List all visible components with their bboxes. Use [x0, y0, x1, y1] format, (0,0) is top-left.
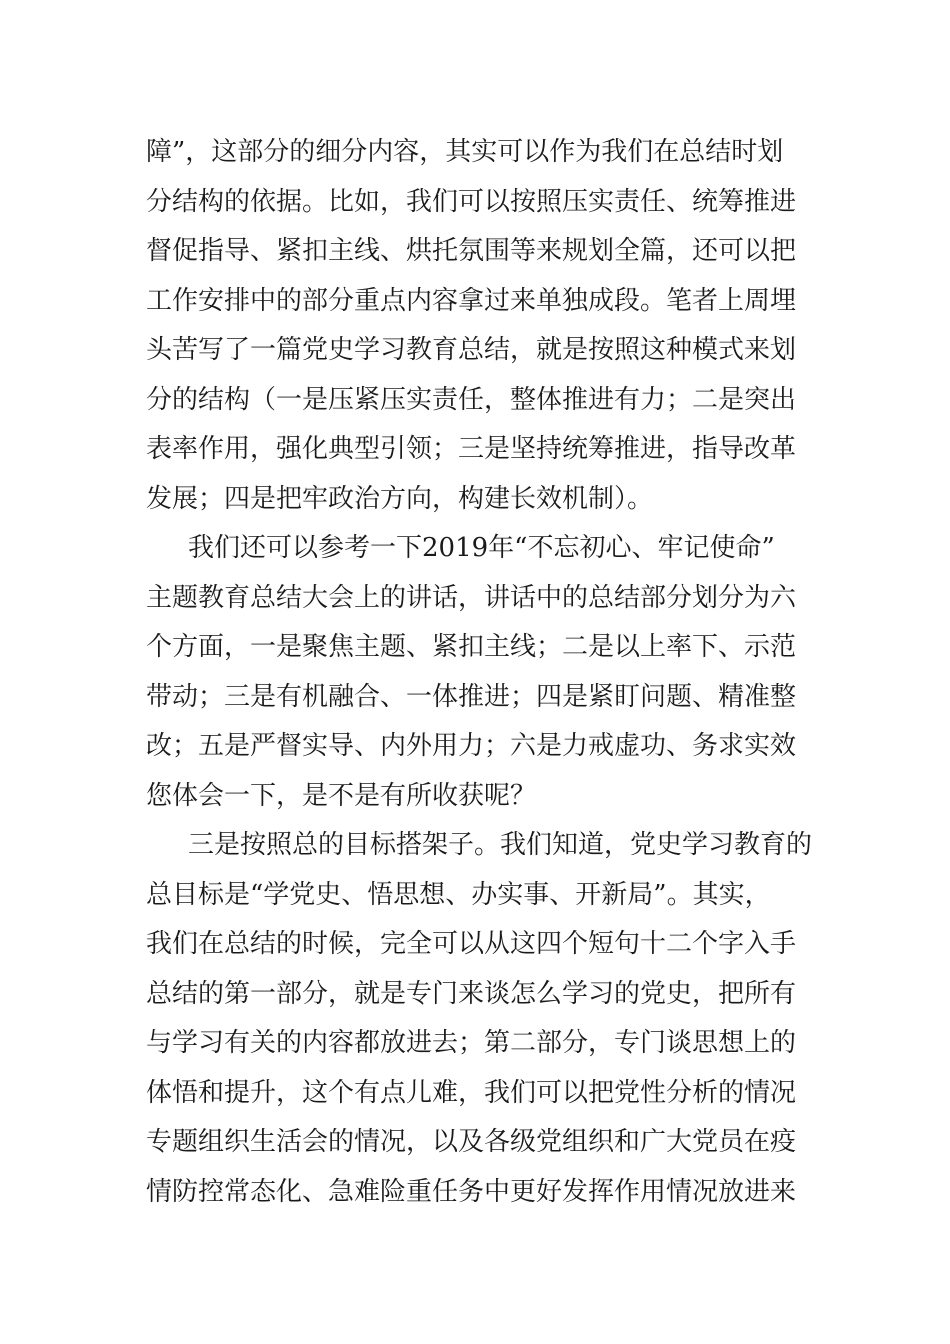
- text-line: 与学习有关的内容都放进去；第二部分，专门谈思想上的: [146, 1028, 797, 1058]
- text-line: 专题组织生活会的情况，以及各级党组织和广大党员在疫: [146, 1127, 797, 1157]
- text-line: 分结构的依据。比如，我们可以按照压实责任、统筹推进: [146, 186, 797, 217]
- text-line: 发展；四是把牢政治方向，构建长效机制）。: [146, 483, 654, 514]
- text-line: 您体会一下，是不是有所收获呢？: [146, 780, 537, 811]
- text-line: 工作安排中的部分重点内容拿过来单独成段。笔者上周埋: [146, 285, 797, 316]
- text-line: 总结的第一部分，就是专门来谈怎么学习的党史，把所有: [146, 978, 797, 1009]
- text-line: 障”，这部分的细分内容，其实可以作为我们在总结时划: [146, 137, 784, 167]
- paragraph-start-line: 三是按照总的目标搭架子。我们知道，党史学习教育的: [188, 830, 813, 860]
- text-line: 我们在总结的时候，完全可以从这四个短句十二个字入手: [146, 929, 797, 959]
- text-line: 体悟和提升，这个有点儿难，我们可以把党性分析的情况: [146, 1077, 797, 1108]
- text-line: 表率作用，强化典型引领；三是坚持统筹推进，指导改革: [146, 434, 797, 464]
- text-line: 头苦写了一篇党史学习教育总结，就是按照这种模式来划: [146, 335, 797, 365]
- paragraph-start-line: 我们还可以参考一下2019年“不忘初心、牢记使命”: [188, 533, 775, 563]
- text-line: 督促指导、紧扣主线、烘托氛围等来规划全篇，还可以把: [146, 236, 797, 266]
- text-line: 带动；三是有机融合、一体推进；四是紧盯问题、精准整: [146, 681, 797, 712]
- document-body: [146, 128, 813, 1217]
- text-line: 改；五是严督实导、内外用力；六是力戒虚功、务求实效: [146, 731, 797, 761]
- text-line: 主题教育总结大会上的讲话，讲话中的总结部分划分为六: [146, 582, 797, 613]
- text-line: 个方面，一是聚焦主题、紧扣主线；二是以上率下、示范: [146, 632, 797, 662]
- text-line: 分的结构（一是压紧压实责任，整体推进有力；二是突出: [146, 384, 797, 415]
- text-line: 总目标是“学党史、悟思想、办实事、开新局”。其实，: [146, 879, 771, 910]
- text-line: 情防控常态化、急难险重任务中更好发挥作用情况放进来: [146, 1176, 797, 1207]
